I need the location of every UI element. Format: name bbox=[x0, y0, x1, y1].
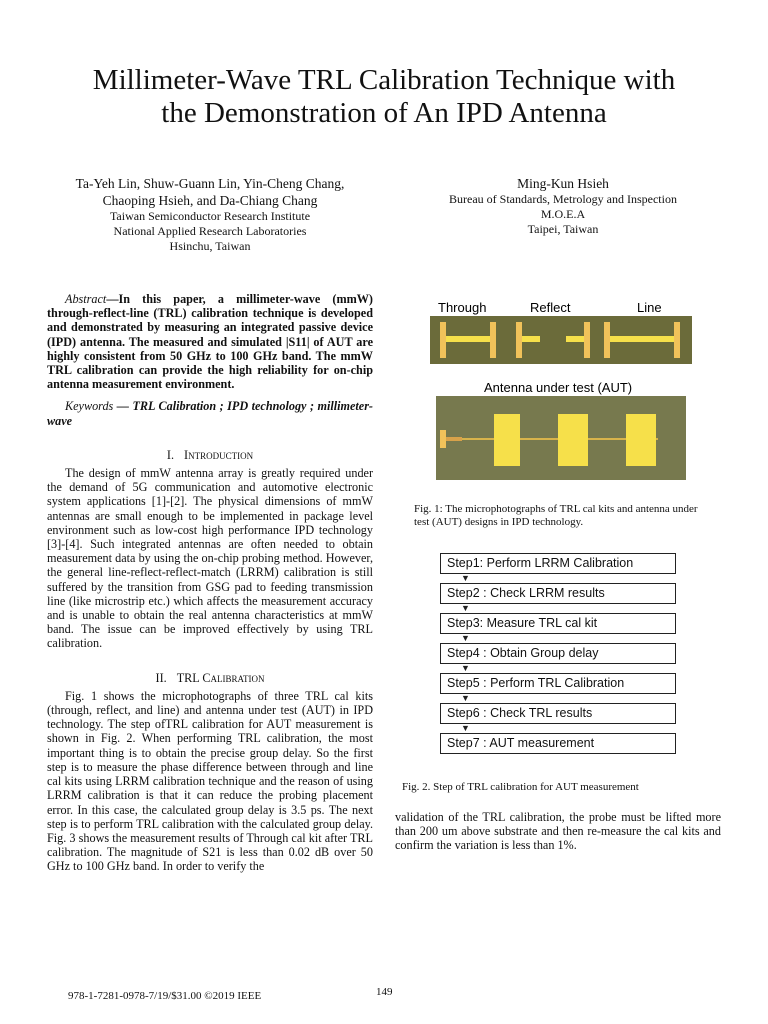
figure-2-caption: Fig. 2. Step of TRL calibration for AUT measurement bbox=[402, 781, 639, 793]
reflect-stub bbox=[566, 336, 584, 342]
arrow-down-icon: ▼ bbox=[461, 663, 470, 673]
flow-step-6: Step6 : Check TRL results ▼ bbox=[440, 703, 676, 724]
reflect-pad bbox=[516, 322, 522, 358]
section-heading-introduction: I. Introduction bbox=[166, 447, 254, 462]
figure-2-flowchart bbox=[440, 553, 676, 763]
aut-patch bbox=[494, 414, 520, 466]
section-heading-trl: II. TRL Calibration bbox=[155, 670, 265, 685]
flow-step-4: Step4 : Obtain Group delay ▼ bbox=[440, 643, 676, 664]
figure-1 bbox=[430, 298, 692, 496]
abstract bbox=[47, 292, 373, 391]
author-block-left bbox=[40, 175, 380, 254]
aut-feed bbox=[446, 437, 462, 441]
figure-1-caption: Fig. 1: The microphotographs of TRL cal kits and antenna under test (AUT) designs in IPD technology. bbox=[414, 503, 698, 528]
right-column-text: validation of the TRL calibration, the probe must be lifted more than 200 um above substrate and then re-measure the cal kits and confirm the variation is less than 1%. bbox=[395, 810, 721, 853]
line-pad bbox=[674, 322, 680, 358]
abstract-text: —In this paper, a millimeter-wave (mmW) through-reflect-line (TRL) calibration technique is developed and demonstrated by measuring an integrated passive device (IPD) antenna. The measured and simulated |S11| of AUT are highly consistent from 50 GHz to 100 GHz band. The mmW TRL calibration can provide the high reliability for on-chip antenna measurement environment. bbox=[47, 292, 373, 392]
keywords-text: — TRL Calibration ; IPD technology ; millimeter-wave bbox=[47, 399, 373, 428]
page-number: 149 bbox=[376, 986, 393, 998]
aut-feed-pad bbox=[440, 430, 446, 448]
flow-step-1: Step1: Perform LRRM Calibration ▼ bbox=[440, 553, 676, 574]
affiliation-line: Taiwan Semiconductor Research Institute bbox=[109, 209, 311, 223]
reflect-stub bbox=[522, 336, 540, 342]
arrow-down-icon: ▼ bbox=[461, 693, 470, 703]
label-through: Through bbox=[438, 300, 487, 315]
line-trace bbox=[610, 336, 674, 342]
flow-step-7: Step7 : AUT measurement bbox=[440, 733, 676, 754]
flow-step-3: Step3: Measure TRL cal kit ▼ bbox=[440, 613, 676, 634]
aut-patch bbox=[558, 414, 588, 466]
through-line bbox=[446, 336, 490, 342]
affiliation-line: M.O.E.A bbox=[540, 207, 586, 221]
label-aut: Antenna under test (AUT) bbox=[484, 380, 633, 395]
abstract-lead: Abstract bbox=[65, 292, 107, 306]
keywords-lead: Keywords bbox=[65, 399, 114, 414]
title-line-1: Millimeter-Wave TRL Calibration Technique with bbox=[92, 64, 676, 96]
affiliation-line: Bureau of Standards, Metrology and Inspection bbox=[449, 192, 677, 206]
affiliation-line: Taipei, Taiwan bbox=[527, 222, 599, 236]
author-block-right bbox=[408, 175, 718, 237]
through-pad bbox=[440, 322, 446, 358]
arrow-down-icon: ▼ bbox=[461, 723, 470, 733]
arrow-down-icon: ▼ bbox=[461, 633, 470, 643]
flow-step-2: Step2 : Check LRRM results ▼ bbox=[440, 583, 676, 604]
author-names-1: Ta-Yeh Lin, Shuw-Guann Lin, Yin-Cheng Chang, bbox=[75, 176, 345, 191]
aut-patch bbox=[626, 414, 656, 466]
arrow-down-icon: ▼ bbox=[461, 603, 470, 613]
paper-title bbox=[40, 64, 728, 130]
section-body-introduction: The design of mmW antenna array is greatly required under the demand of 5G communication and automotive electronic system applications [1]-[2]. The physical dimensions of mmW antennas are small enough to be implemented in package level environment such as low-cost high performance IPD technology [3]-[4]. Such integrated antennas are often needed to obtain measurement data by using the on-chip probing method. However, the general line-reflect-reflect-match (LRRM) calibration is still suffered by the transition from GSG pad to feeding transmission line (like microstrip etc.) which affects the measurement accuracy and is unable to obtain the real antenna characteristics at mmW band. The issue can be improved effectively by using TRL calibration. bbox=[47, 466, 373, 651]
figure-1-image bbox=[430, 298, 692, 496]
section-body-trl: Fig. 1 shows the microphotographs of three TRL cal kits (through, reflect, and line) and antenna under test (AUT) in IPD technology. The step ofTRL calibration for AUT measurement is shown in Fig. 2. When performing TRL calibration, the most important thing is to obtain the precise group delay. So the first step is to measure the phase difference between through and line cal kits using LRRM calibration technique and the reason of using LRRM calibration is that it can reduce the probing placement error. In this case, the calculated group delay is 3.5 ps. The next step is to perform TRL calibration with the calculated group delay. Fig. 3 shows the measurement results of Through cal kit after TRL calibration. The magnitude of S21 is less than 0.02 dB over 50 GHz to 100 GHz band. In order to verify the bbox=[47, 688, 373, 874]
label-line: Line bbox=[637, 300, 662, 315]
label-reflect: Reflect bbox=[530, 300, 571, 315]
left-column bbox=[47, 292, 373, 874]
line-pad bbox=[604, 322, 610, 358]
footer-copyright: 978-1-7281-0978-7/19/$31.00 ©2019 IEEE bbox=[68, 990, 262, 1002]
author-names: Ming-Kun Hsieh bbox=[517, 176, 609, 191]
affiliation-line: Hsinchu, Taiwan bbox=[169, 239, 251, 253]
keywords bbox=[47, 399, 373, 427]
flow-step-5: Step5 : Perform TRL Calibration ▼ bbox=[440, 673, 676, 694]
author-names-2: Chaoping Hsieh, and Da-Chiang Chang bbox=[102, 193, 318, 208]
through-pad bbox=[490, 322, 496, 358]
affiliation-line: National Applied Research Laboratories bbox=[113, 224, 307, 238]
arrow-down-icon: ▼ bbox=[461, 573, 470, 583]
reflect-pad bbox=[584, 322, 590, 358]
title-line-2: the Demonstration of An IPD Antenna bbox=[161, 97, 607, 129]
